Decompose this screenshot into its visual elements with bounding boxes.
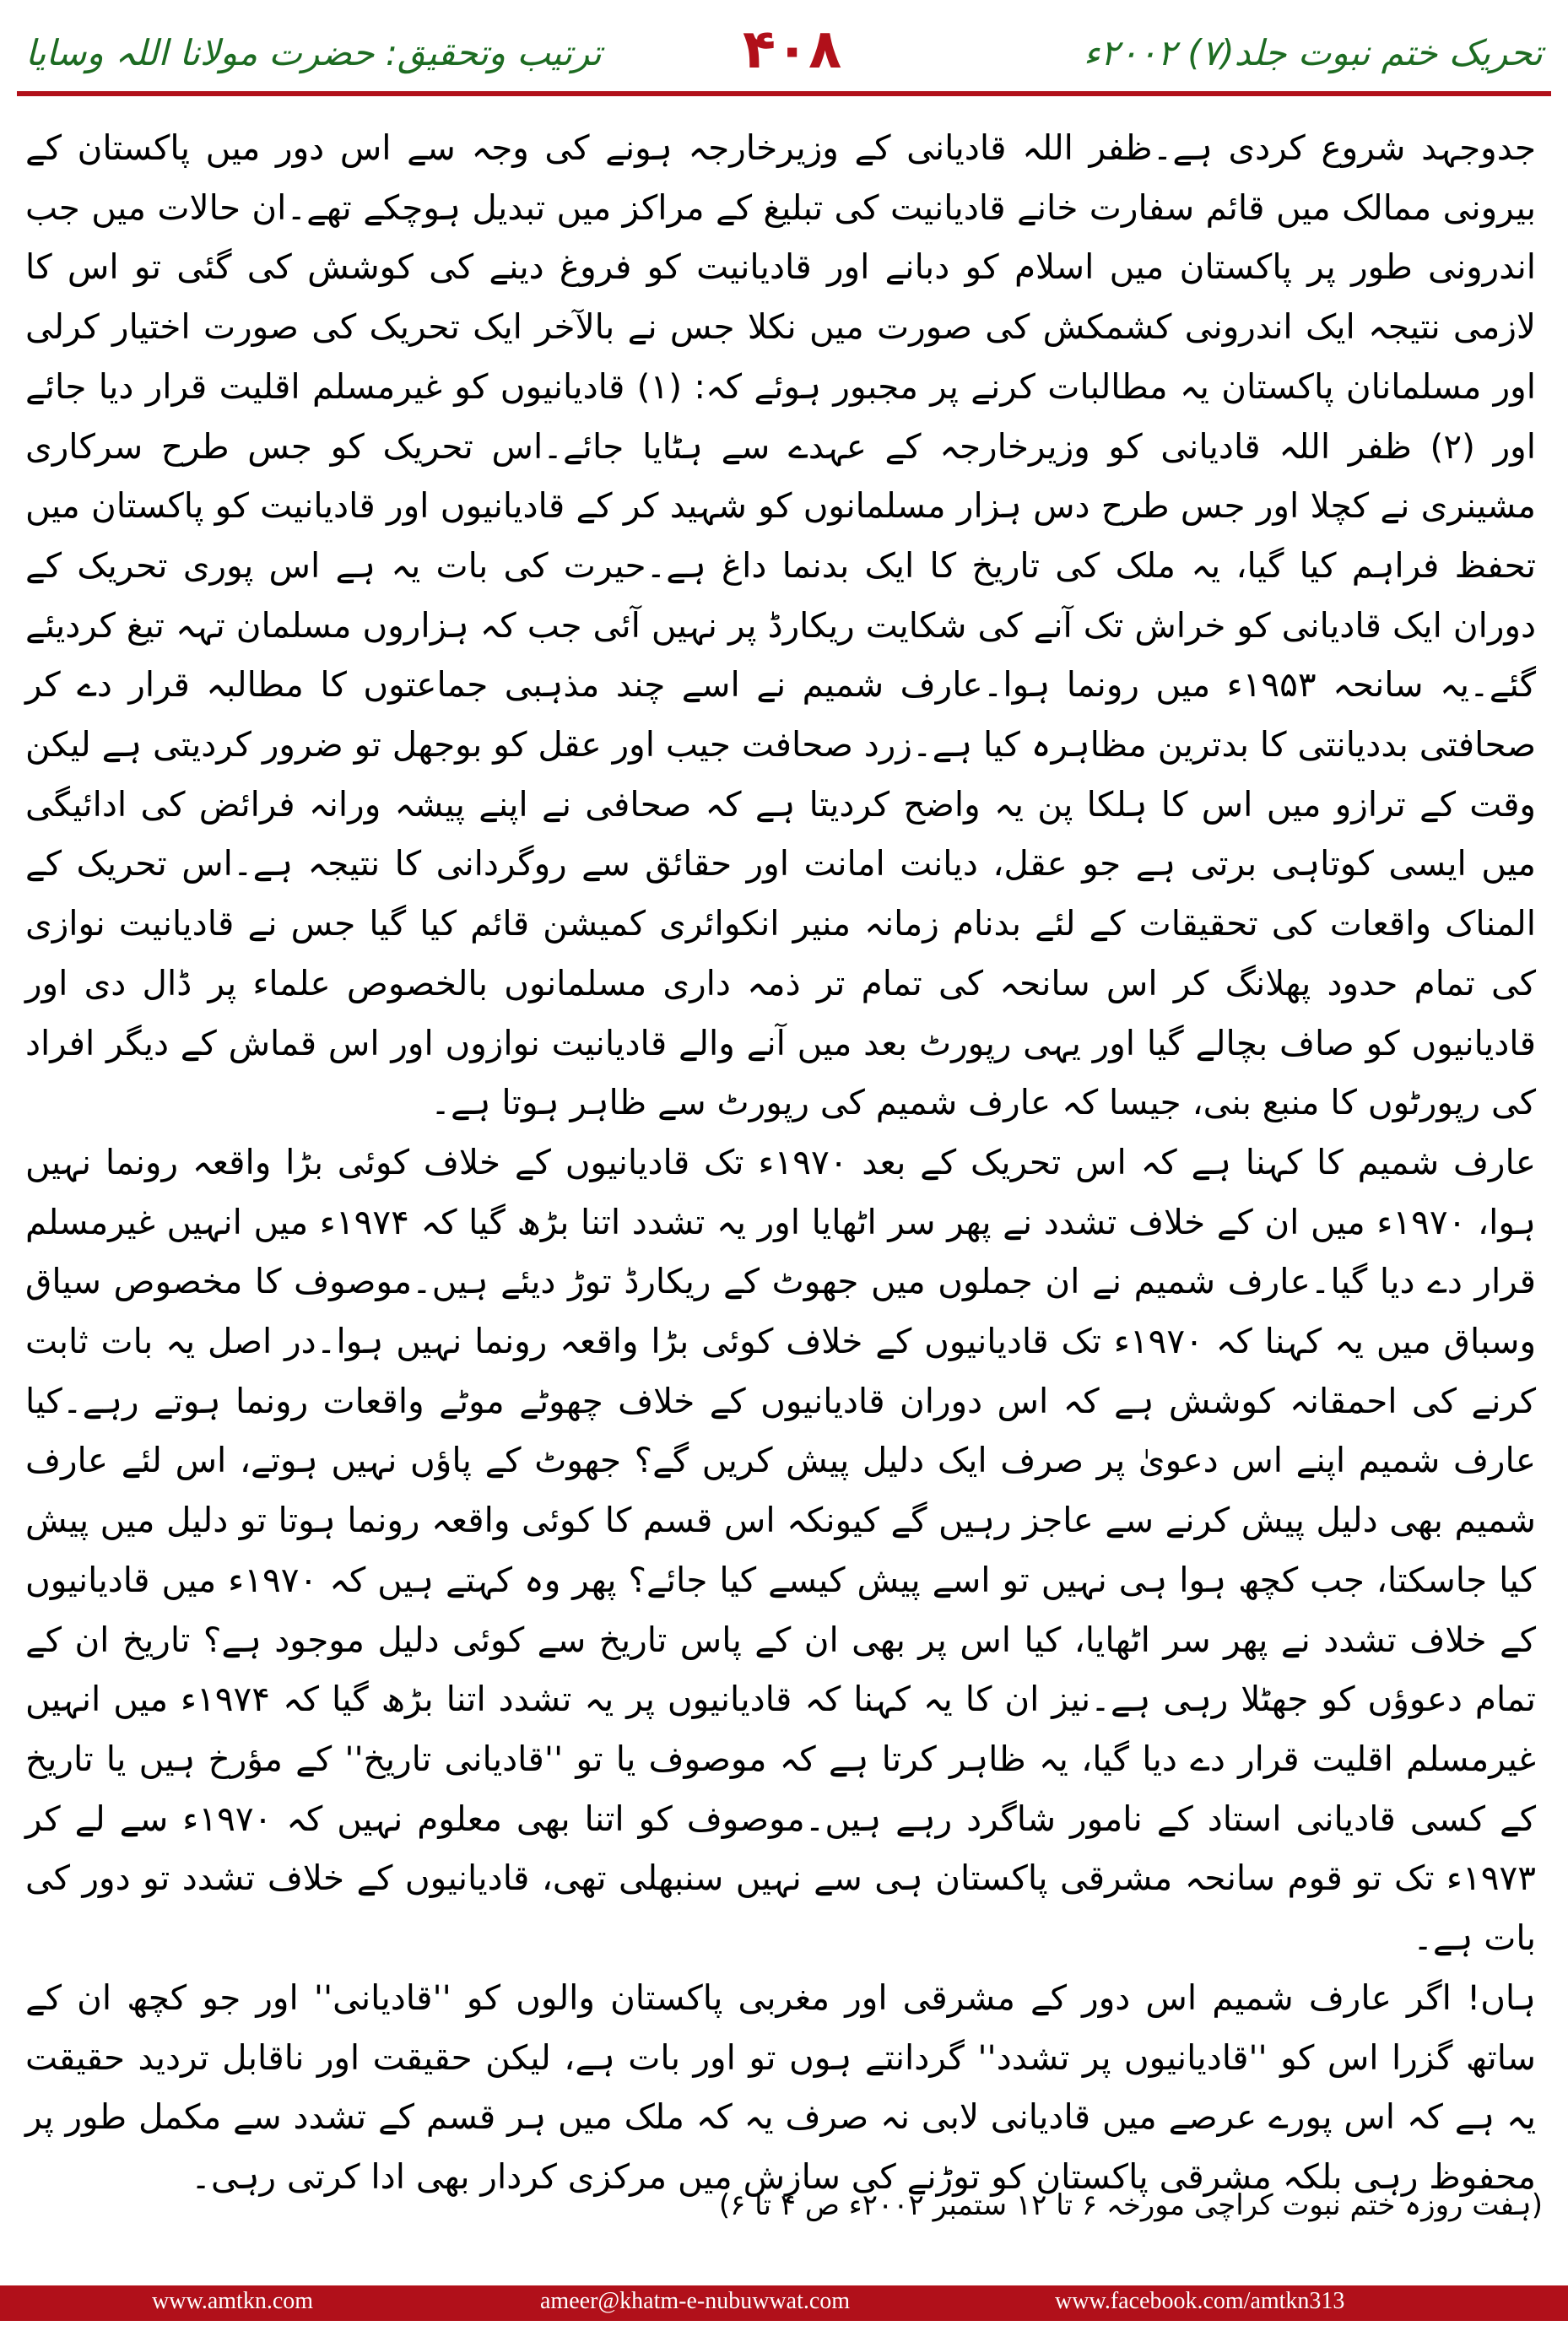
article-body: [25, 118, 1536, 2207]
compiler-credit: ترتیب وتحقیق: حضرت مولانا اللہ وسایا: [25, 32, 602, 73]
page-number: ۴۰۸: [743, 19, 842, 81]
book-title: تحریک ختم نبوت جلد(۷) ۲۰۰۲ء: [1083, 32, 1543, 73]
paragraph-3: ہاں! اگر عارف شمیم اس دور کے مشرقی اور مغربی پاکستان والوں کو ''قادیانی'' اور جو کچھ ان کے ساتھ گزرا اس کو ''قادیانیوں پر تشدد'' گردانتے ہوں تو اور بات ہے، لیکن حقیقت اور ناقابل تردید حقیقت یہ ہے کہ اس پورے عرصے میں قادیانی لابی نہ صرف یہ کہ ملک میں ہر قسم کے تشدد سے مکمل طور پر محفوظ رہی بلکہ مشرقی پاکستان کو توڑنے کی سازش میں مرکزی کردار بھی ادا کرتی رہی۔: [25, 1977, 1536, 2197]
source-citation: (ہفت روزہ ختم نبوت کراچی مورخہ ۶ تا ۱۲ ستمبر ۲۰۰۲ء ص ۴ تا ۶): [718, 2188, 1543, 2222]
website-link[interactable]: www.amtkn.com: [152, 2288, 314, 2314]
email-link[interactable]: ameer@khatm-e-nubuwwat.com: [540, 2288, 851, 2314]
facebook-link[interactable]: www.facebook.com/amtkn313: [1055, 2288, 1345, 2314]
footer-bar: [0, 2285, 1568, 2321]
header-divider: [17, 91, 1551, 96]
paragraph-2: عارف شمیم کا کہنا ہے کہ اس تحریک کے بعد ۱۹۷۰ء تک قادیانیوں کے خلاف کوئی بڑا واقعہ رونما نہیں ہوا، ۱۹۷۰ء میں ان کے خلاف تشدد نے پھر سر اٹھایا اور یہ تشدد اتنا بڑھ گیا کہ ۱۹۷۴ء میں انہیں غیرمسلم قرار دے دیا گیا۔عارف شمیم نے ان جملوں میں جھوٹ کے ریکارڈ توڑ دیئے ہیں۔موصوف کا مخصوص سیاق وسباق میں یہ کہنا کہ ۱۹۷۰ء تک قادیانیوں کے خلاف کوئی بڑا واقعہ رونما نہیں ہوا۔در اصل یہ بات ثابت کرنے کی احمقانہ کوشش ہے کہ اس دوران قادیانیوں کے خلاف چھوٹے موٹے واقعات رونما ہوتے رہے۔کیا عارف شمیم اپنے اس دعویٰ پر صرف ایک دلیل پیش کریں گے؟ جھوٹ کے پاؤں نہیں ہوتے، اس لئے عارف شمیم بھی دلیل پیش کرنے سے عاجز رہیں گے کیونکہ اس قسم کا کوئی واقعہ رونما ہوتا تو دلیل میں پیش کیا جاسکتا، جب کچھ ہوا ہی نہیں تو اسے پیش کیسے کیا جائے؟ پھر وہ کہتے ہیں کہ ۱۹۷۰ء میں قادیانیوں کے خلاف تشدد نے پھر سر اٹھایا، کیا اس پر بھی ان کے پاس تاریخ سے کوئی دلیل موجود ہے؟ تاریخ ان کے تمام دعوؤں کو جھٹلا رہی ہے۔نیز ان کا یہ کہنا کہ قادیانیوں پر یہ تشدد اتنا بڑھ گیا کہ ۱۹۷۴ء میں انہیں غیرمسلم اقلیت قرار دے دیا گیا، یہ ظاہر کرتا ہے کہ موصوف یا تو ''قادیانی تاریخ'' کے مؤرخ ہیں یا تاریخ کے کسی قادیانی استاد کے نامور شاگرد رہے ہیں۔موصوف کو اتنا بھی معلوم نہیں کہ ۱۹۷۰ء سے لے کر ۱۹۷۳ء تک تو قوم سانحہ مشرقی پاکستان ہی سے نہیں سنبھلی تھی، قادیانیوں کے خلاف تشدد تو دور کی بات ہے۔: [25, 1141, 1537, 1959]
paragraph-1: جدوجہد شروع کردی ہے۔ظفر اللہ قادیانی کے وزیرخارجہ ہونے کی وجہ سے اس دور میں پاکستان کے بیرونی ممالک میں قائم سفارت خانے قادیانیت کی تبلیغ کے مراکز میں تبدیل ہوچکے تھے۔ان حالات میں جب اندرونی طور پر پاکستان میں اسلام کو دبانے اور قادیانیت کو فروغ دینے کی کوشش کی گئی تو اس کا لازمی نتیجہ ایک اندرونی کشمکش کی صورت میں نکلا جس نے بالآخر ایک تحریک کی صورت اختیار کرلی اور مسلمانان پاکستان یہ مطالبات کرنے پر مجبور ہوئے کہ: (۱) قادیانیوں کو غیرمسلم اقلیت قرار دیا جائے اور (۲) ظفر اللہ قادیانی کو وزیرخارجہ کے عہدے سے ہٹایا جائے۔اس تحریک کو جس طرح سرکاری مشینری نے کچلا اور جس طرح دس ہزار مسلمانوں کو شہید کر کے قادیانیوں اور قادیانیت کو پاکستان میں تحفظ فراہم کیا گیا، یہ ملک کی تاریخ کا ایک بدنما داغ ہے۔حیرت کی بات یہ ہے اس پوری تحریک کے دوران ایک قادیانی کو خراش تک آنے کی شکایت ریکارڈ پر نہیں آئی جب کہ ہزاروں مسلمان تہہ تیغ کردیئے گئے۔یہ سانحہ ۱۹۵۳ء میں رونما ہوا۔عارف شمیم نے اسے چند مذہبی جماعتوں کا مطالبہ قرار دے کر صحافتی بددیانتی کا بدترین مظاہرہ کیا ہے۔زرد صحافت جیب اور عقل کو بوجھل تو ضرور کردیتی ہے لیکن وقت کے ترازو میں اس کا ہلکا پن یہ واضح کردیتا ہے کہ صحافی نے اپنے پیشہ ورانہ فرائض کی ادائیگی میں ایسی کوتاہی برتی ہے جو عقل، دیانت امانت اور حقائق سے روگردانی کا نتیجہ ہے۔اس تحریک کے المناک واقعات کی تحقیقات کے لئے بدنام زمانہ منیر انکوائری کمیشن قائم کیا گیا جس نے قادیانیت نوازی کی تمام حدود پھلانگ کر اس سانحہ کی تمام تر ذمہ داری مسلمانوں بالخصوص علماء پر ڈال دی اور قادیانیوں کو صاف بچالے گیا اور یہی رپورٹ بعد میں آنے والے قادیانیت نوازوں اور اس قماش کے دیگر افراد کی رپورٹوں کا منبع بنی، جیسا کہ عارف شمیم کی رپورٹ سے ظاہر ہوتا ہے۔: [25, 127, 1536, 1123]
page-header: [0, 0, 1568, 93]
